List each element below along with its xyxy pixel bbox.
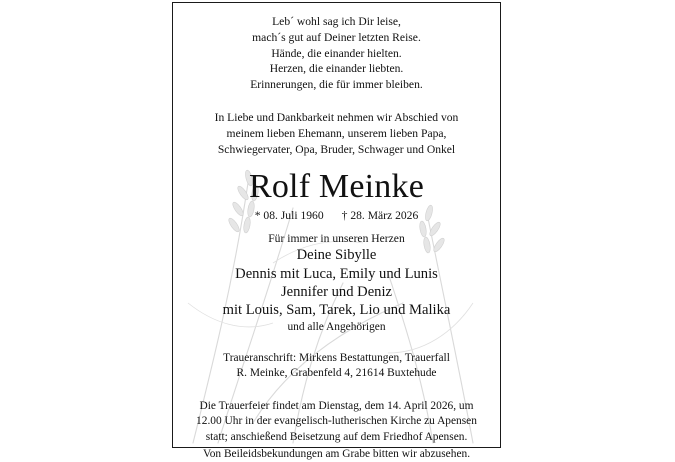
funeral-notice — [173, 399, 500, 462]
intro-line: Schwiegervater, Opa, Bruder, Schwager und Onkel — [217, 142, 456, 156]
family-line: mit Louis, Sam, Tarek, Lio und Malika — [222, 302, 451, 319]
condolence-line: Von Beileidsbekundungen am Grabe bitten wir abzusehen. — [202, 447, 471, 460]
family-list — [173, 246, 500, 319]
poem-line: Leb´ wohl sag ich Dir leise, — [272, 15, 401, 28]
ceremony-line: Die Trauerfeier findet am Dienstag, dem 14. April 2026, um — [199, 399, 474, 412]
farewell-intro — [173, 110, 500, 157]
family-line: Deine Sibylle — [296, 247, 377, 264]
ceremony-line: 12.00 Uhr in der evangelisch-lutherischen Kirche zu Apensen — [196, 415, 477, 428]
ceremony-line: statt; anschießend Beisetzung auf dem Friedhof Apensen. — [205, 430, 468, 443]
poem-line: Erinnerungen, die für immer bleiben. — [250, 78, 423, 92]
poem — [173, 14, 500, 93]
intro-line: In Liebe und Dankbarkeit nehmen wir Abschied von — [214, 110, 459, 124]
poem-line: Hände, die einander hielten. — [271, 46, 402, 60]
address-line: Traueranschrift: Mirkens Bestattungen, Trauerfall — [223, 351, 450, 364]
intro-line: meinem lieben Ehemann, unserem lieben Papa, — [226, 126, 447, 140]
obituary-card — [172, 2, 501, 460]
birth-date: * 08. Juli 1960 — [254, 209, 324, 223]
death-date: † 28. März 2026 — [341, 209, 419, 223]
deceased-name: Rolf Meinke — [248, 168, 424, 206]
mourners-section — [173, 231, 500, 334]
obituary-text — [173, 3, 500, 462]
poem-line: mach´s gut auf Deiner letzten Reise. — [252, 30, 421, 44]
relatives-line: und alle Angehörigen — [287, 320, 386, 333]
poem-line: Herzen, die einander liebten. — [269, 62, 404, 76]
address-line: R. Meinke, Grabenfeld 4, 21614 Buxtehude — [236, 367, 437, 380]
life-dates — [173, 208, 500, 223]
mourning-address — [173, 351, 500, 382]
hearts-line: Für immer in unseren Herzen — [268, 232, 405, 246]
family-line: Dennis mit Luca, Emily und Lunis — [235, 265, 438, 282]
family-line: Jennifer und Deniz — [280, 283, 393, 300]
